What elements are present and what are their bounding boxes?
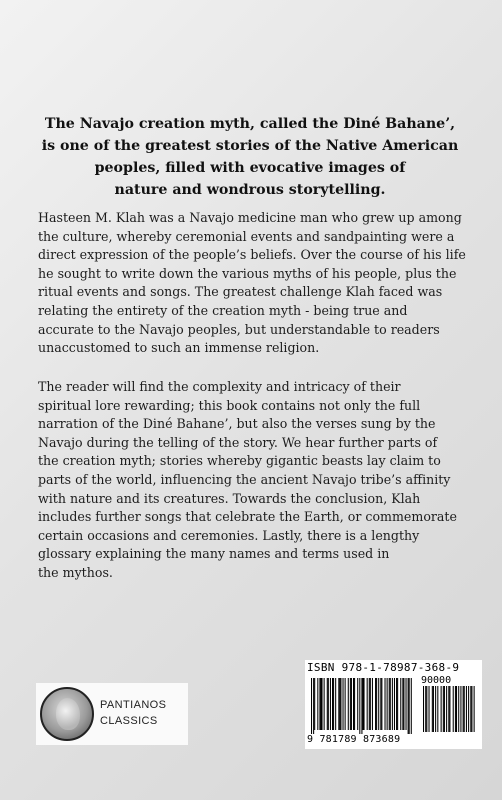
paragraph-line: certain occasions and ceremonies. Lastly, there is a lengthy [38, 527, 420, 543]
publisher-name [100, 697, 184, 729]
paragraph-line: narration of the Diné Bahane’, but also the verses sung by the [38, 416, 436, 432]
publisher-name-line-2: CLASSICS [100, 715, 158, 727]
price-code: 90000 [421, 675, 452, 686]
barcode-bars-icon [311, 674, 477, 734]
paragraph-line: unaccustomed to such an immense religion. [38, 340, 320, 356]
paragraph-line: accurate to the Navajo peoples, but understandable to readers [38, 321, 440, 337]
description-paragraph-1 [38, 209, 468, 358]
paragraph-line: the culture, whereby ceremonial events and sandpainting were a [38, 228, 455, 244]
paragraph-line: Navajo during the telling of the story. We hear further parts of [38, 434, 438, 450]
paragraph-line: the mythos. [38, 564, 113, 580]
paragraph-line: Hasteen M. Klah was a Navajo medicine man who grew up among [38, 210, 462, 225]
paragraph-line: parts of the world, influencing the ancient Navajo tribe’s affinity [38, 471, 451, 487]
publisher-logo [36, 683, 188, 745]
paragraph-line: includes further songs that celebrate the Earth, or commemorate [38, 509, 457, 525]
paragraph-line: glossary explaining the many names and terms used in [38, 546, 390, 562]
intro-line: The Navajo creation myth, called the Diné Bahane’, [44, 116, 456, 132]
paragraph-line: spiritual lore rewarding; this book contains not only the full [38, 397, 421, 413]
ean-digits: 9 781789 873689 [307, 734, 401, 745]
paragraph-line: The reader will find the complexity and intricacy of their [38, 379, 401, 394]
paragraph-line: direct expression of the people’s beliefs. Over the course of his life [38, 247, 466, 263]
paragraph-line: ritual events and songs. The greatest challenge Klah faced was [38, 284, 443, 300]
intro-blurb [40, 113, 460, 201]
intro-line: peoples, filled with evocative images of [94, 160, 406, 176]
paragraph-line: the creation myth; stories whereby gigantic beasts lay claim to [38, 453, 441, 469]
paragraph-line: with nature and its creatures. Towards the conclusion, Klah [38, 490, 421, 506]
coin-portrait-icon [40, 687, 94, 741]
publisher-name-line-1: PANTIANOS [100, 699, 167, 711]
intro-line: is one of the greatest stories of the Native American [41, 138, 459, 154]
isbn-label: ISBN 978-1-78987-368-9 [307, 661, 460, 674]
barcode-block [305, 660, 482, 749]
intro-line: nature and wondrous storytelling. [114, 182, 386, 198]
paragraph-line: relating the entirety of the creation myth - being true and [38, 302, 408, 318]
paragraph-line: he sought to write down the various myths of his people, plus the [38, 265, 457, 281]
description-paragraph-2 [38, 378, 468, 583]
